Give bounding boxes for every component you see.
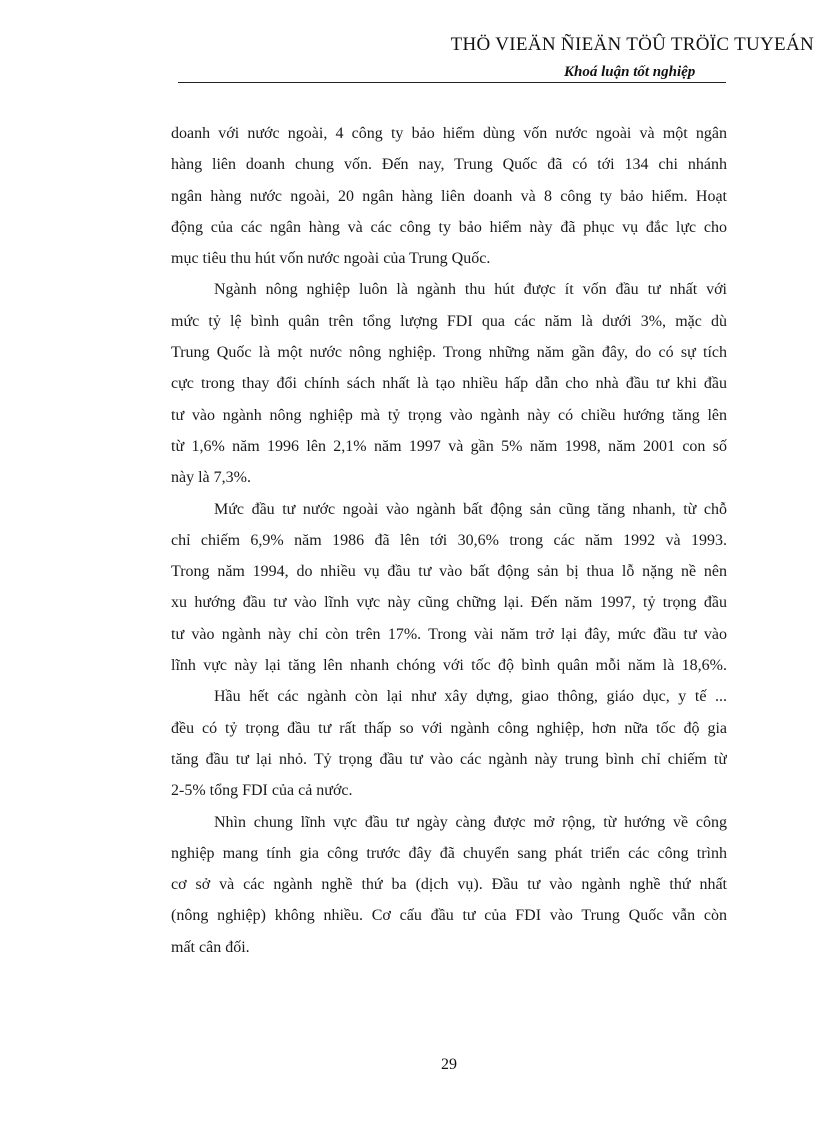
text-line: ngân hàng nước ngoài, 20 ngân hàng liên doanh và 8 công ty bảo hiểm. Hoạt — [171, 187, 727, 205]
text-line: xu hướng đầu tư vào lĩnh vực này cũng chững lại. Đến năm 1997, tỷ trọng đầu — [171, 594, 727, 612]
paragraph — [171, 681, 727, 806]
text-line: cơ sở và các ngành nghề thứ ba (dịch vụ). Đầu tư vào ngành nghề thứ nhất — [171, 876, 727, 894]
text-line: Trung Quốc là một nước nông nghiệp. Trong những năm gần đây, do có sự tích — [171, 344, 727, 362]
page-header — [178, 34, 814, 94]
text-line: (nông nghiệp) không nhiều. Cơ cấu đầu tư của FDI vào Trung Quốc vẫn còn — [171, 907, 727, 925]
text-line: mất cân đối. — [171, 938, 250, 956]
text-line: này là 7,3%. — [171, 469, 251, 487]
text-line: mức tỷ lệ bình quân trên tổng lượng FDI qua các năm là dưới 3%, mặc dù — [171, 312, 727, 330]
text-line: từ 1,6% năm 1996 lên 2,1% năm 1997 và gần 5% năm 1998, năm 2001 con số — [171, 437, 727, 455]
text-line: cực trong thay đổi chính sách nhất là tạo nhiều hấp dẫn cho nhà đầu tư khi đầu — [171, 375, 727, 393]
text-line: Ngành nông nghiệp luôn là ngành thu hút được ít vốn đầu tư nhất với — [214, 281, 727, 299]
text-line: Hầu hết các ngành còn lại như xây dựng, giao thông, giáo dục, y tế ... — [214, 688, 727, 706]
text-line: hàng liên doanh chung vốn. Đến nay, Trung Quốc đã có tới 134 chi nhánh — [171, 156, 727, 174]
paragraph — [171, 118, 727, 274]
header-library-title: THÖ VIEÄN ÑIEÄN TÖÛ TRÖÏC TUYEÁN — [450, 34, 814, 55]
text-line: mục tiêu thu hút vốn nước ngoài của Trung Quốc. — [171, 250, 491, 268]
text-line: tăng đầu tư lại nhỏ. Tỷ trọng đầu tư vào các ngành này trung bình chỉ chiếm từ — [171, 750, 727, 768]
text-line: chỉ chiếm 6,9% năm 1986 đã lên tới 30,6% trong các năm 1992 và 1993. — [171, 531, 727, 549]
document-body — [171, 118, 727, 963]
text-line: nghiệp mang tính gia công trước đây đã chuyển sang phát triển các công trình — [171, 844, 727, 862]
paragraph — [171, 494, 727, 682]
text-line: 2-5% tổng FDI của cả nước. — [171, 782, 353, 800]
page-number: 29 — [441, 1056, 457, 1073]
paragraph — [171, 807, 727, 963]
paragraph — [171, 274, 727, 493]
text-line: Trong năm 1994, do nhiều vụ đầu tư vào bất động sản bị thua lỗ nặng nề nên — [171, 563, 727, 581]
text-line: tư vào ngành này chỉ còn trên 17%. Trong vài năm trở lại đây, mức đầu tư vào — [171, 625, 727, 643]
text-line: đều có tỷ trọng đầu tư rất thấp so với ngành công nghiệp, hơn nữa tốc độ gia — [171, 719, 727, 737]
text-line: tư vào ngành nông nghiệp mà tỷ trọng vào ngành này có chiều hướng tăng lên — [171, 406, 727, 424]
text-line: động của các ngân hàng và các công ty bảo hiểm này đã phục vụ đắc lực cho — [171, 218, 727, 236]
text-line: doanh với nước ngoài, 4 công ty bảo hiểm dùng vốn nước ngoài và một ngân — [171, 125, 727, 142]
header-divider — [178, 82, 726, 83]
text-line: lĩnh vực này lại tăng lên nhanh chóng với tốc độ bình quân mỗi năm là 18,6%. — [171, 657, 727, 675]
header-thesis-subtitle: Khoá luận tốt nghiệp — [564, 64, 696, 80]
text-line: Mức đầu tư nước ngoài vào ngành bất động sản cũng tăng nhanh, từ chỗ — [214, 500, 727, 518]
text-line: Nhìn chung lĩnh vực đầu tư ngày càng được mở rộng, từ hướng về công — [214, 813, 727, 831]
